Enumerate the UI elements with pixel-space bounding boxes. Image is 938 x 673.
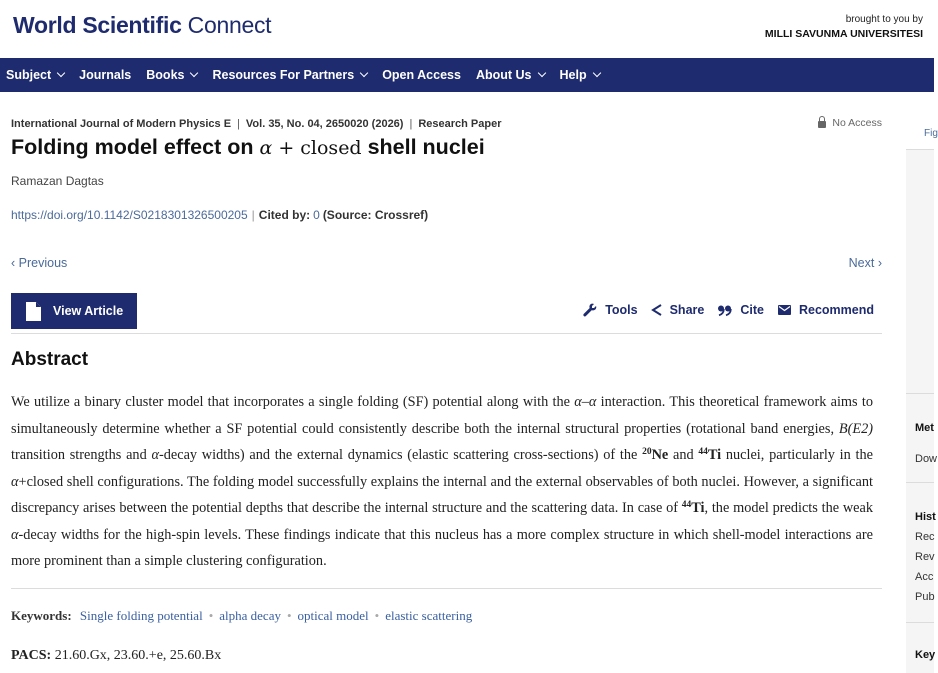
separator: • — [208, 608, 214, 623]
received-label: Rec — [915, 531, 935, 543]
recommend-button[interactable] — [778, 303, 874, 317]
cited-by-label: Cited by: — [258, 208, 311, 222]
accepted-label: Acc — [915, 571, 934, 583]
separator: • — [286, 608, 292, 623]
cite-label: Cite — [740, 303, 764, 317]
previous-label: Previous — [18, 256, 68, 270]
title-math-rest: + closed — [272, 137, 362, 159]
share-button[interactable] — [652, 303, 705, 317]
next-label: Next — [848, 256, 875, 270]
abstract-math: B(E2) — [838, 420, 873, 437]
tools-button[interactable] — [583, 303, 637, 317]
pacs-codes — [11, 648, 221, 664]
abstract-segment: , the model predicts the weak — [704, 500, 873, 516]
pacs-value: 21.60.Gx, 23.60.+e, 25.60.Bx — [54, 648, 222, 663]
previous-article-link[interactable] — [11, 256, 67, 270]
article-title — [11, 135, 485, 160]
next-article-link[interactable] — [849, 256, 882, 270]
chevron-down-icon — [190, 69, 198, 77]
keyword-link[interactable]: alpha decay — [219, 608, 281, 623]
nav-journals-label: Journals — [79, 68, 132, 82]
separator: | — [237, 118, 240, 130]
doi-link[interactable]: https://doi.org/10.1142/S0218301326500205 — [11, 208, 248, 222]
title-text-after: shell nuclei — [361, 135, 485, 159]
nav-help-label: Help — [559, 68, 587, 82]
article-toolbar — [569, 303, 874, 317]
divider — [906, 622, 934, 623]
cited-by-count[interactable]: 0 — [313, 208, 320, 222]
access-status-label: No Access — [832, 117, 882, 129]
divider — [11, 333, 882, 334]
abstract-text — [11, 389, 873, 575]
element-symbol: Ti — [691, 500, 705, 516]
envelope-icon — [778, 305, 791, 315]
nav-journals[interactable] — [79, 68, 131, 82]
abstract-segment: transition strengths and — [11, 447, 152, 463]
title-math — [259, 137, 361, 159]
abstract-segment: nuclei, particularly in the — [721, 447, 873, 463]
nav-subject-label: Subject — [6, 68, 52, 82]
nav-books-label: Books — [146, 68, 185, 82]
title-text-before: Folding model effect on — [11, 135, 260, 159]
nav-subject[interactable] — [6, 68, 64, 82]
separator: | — [409, 118, 413, 130]
journal-volume[interactable]: Vol. 35, No. 04, 2650020 (2026) — [245, 118, 404, 130]
divider — [11, 588, 882, 589]
chevron-down-icon — [592, 69, 600, 77]
element-symbol: Ne — [651, 447, 669, 463]
mass-number: 44 — [698, 447, 708, 457]
chevron-down-icon — [537, 69, 545, 77]
abstract-segment: +closed shell configurations. The folding model successfully explains the internal and the external observables of both nuclei. However, a significant discrepancy arises between the potential depths that describe the internal structure and the scattering data. In case of — [11, 473, 873, 516]
mass-number: 20 — [642, 447, 652, 457]
keywords-label: Keywords: — [11, 608, 72, 623]
nav-open-access[interactable] — [382, 68, 461, 82]
history-heading: Hist — [915, 511, 936, 523]
abstract-segment: interaction. This theoretical framework aims to simultaneously determine whether a SF potential could consistently describe both the internal structural properties (rotational band energies, — [11, 394, 873, 437]
nav-about-us[interactable] — [476, 68, 545, 82]
downloads-label: Dow — [915, 453, 938, 465]
view-article-button[interactable] — [11, 293, 137, 329]
abstract-math: α–α — [574, 394, 597, 410]
wrench-icon — [583, 303, 597, 317]
pacs-label: PACS: — [11, 648, 52, 663]
logo-bold: World Scientific — [13, 12, 182, 38]
revised-label: Rev — [915, 551, 935, 563]
institution-name: MILLI SAVUNMA UNIVERSITESI — [764, 28, 923, 40]
figures-tab[interactable]: Fig — [924, 128, 938, 139]
document-icon — [26, 302, 41, 321]
share-label: Share — [669, 303, 705, 317]
site-header — [0, 0, 934, 58]
nav-resources-label: Resources For Partners — [212, 68, 355, 82]
metrics-heading: Met — [915, 422, 934, 434]
logo-regular: Connect — [187, 12, 272, 38]
nav-help[interactable] — [560, 68, 600, 82]
keyword-link[interactable]: optical model — [297, 608, 369, 623]
article-author[interactable]: Ramazan Dagtas — [11, 174, 104, 188]
journal-citation-line — [11, 118, 502, 130]
abstract-segment: and — [668, 447, 699, 463]
chevron-down-icon — [360, 69, 368, 77]
divider — [906, 482, 934, 483]
mass-number: 44 — [681, 500, 692, 510]
brought-to-you-label: brought to you by — [845, 14, 923, 25]
keywords-list — [11, 608, 472, 624]
separator: | — [251, 208, 255, 222]
nav-resources-for-partners[interactable] — [212, 68, 367, 82]
article-type: Research Paper — [418, 118, 502, 130]
element-symbol: Ti — [707, 447, 722, 463]
chevron-left-icon: ‹ — [11, 256, 19, 270]
nav-open-access-label: Open Access — [382, 68, 461, 82]
published-label: Pub — [915, 591, 935, 603]
abstract-math: α — [11, 526, 19, 543]
nav-books[interactable] — [146, 68, 197, 82]
cited-by-source: (Source: Crossref) — [322, 208, 429, 222]
lock-icon — [818, 121, 826, 128]
chevron-right-icon: › — [874, 256, 882, 270]
quote-icon — [718, 305, 732, 316]
recommend-label: Recommend — [798, 303, 874, 317]
abstract-segment: We utilize a binary cluster model that incorporates a single folding (SF) potential along with the — [11, 394, 575, 410]
site-logo[interactable] — [13, 12, 271, 39]
journal-name[interactable]: International Journal of Modern Physics E — [11, 118, 232, 130]
title-math-alpha: α — [259, 137, 273, 159]
view-article-label: View Article — [53, 304, 124, 318]
institution-access-info — [765, 12, 923, 42]
keywords-heading: Key — [915, 649, 936, 661]
keyword-link[interactable]: elastic scattering — [385, 608, 473, 623]
abstract-math: α — [11, 473, 19, 490]
access-status — [818, 117, 882, 129]
abstract-segment: -decay widths for the high-spin levels. These findings indicate that this nucleus has a more complex structure in which shell-model interactions are more prominent than a simple clustering configuration. — [11, 526, 873, 569]
cite-button[interactable] — [718, 303, 764, 317]
main-navigation — [0, 58, 934, 92]
abstract-heading: Abstract — [11, 349, 89, 370]
nav-about-us-label: About Us — [475, 68, 532, 82]
doi-citation-line — [11, 208, 428, 222]
chevron-down-icon — [57, 69, 65, 77]
abstract-math: α — [151, 447, 159, 463]
share-icon — [652, 304, 662, 316]
divider — [906, 393, 934, 394]
tools-label: Tools — [605, 303, 638, 317]
keyword-link[interactable]: Single folding potential — [79, 608, 203, 623]
abstract-segment: -decay widths) and the external dynamics (elastic scattering cross-sections) of the — [158, 447, 643, 463]
separator: • — [374, 608, 380, 623]
